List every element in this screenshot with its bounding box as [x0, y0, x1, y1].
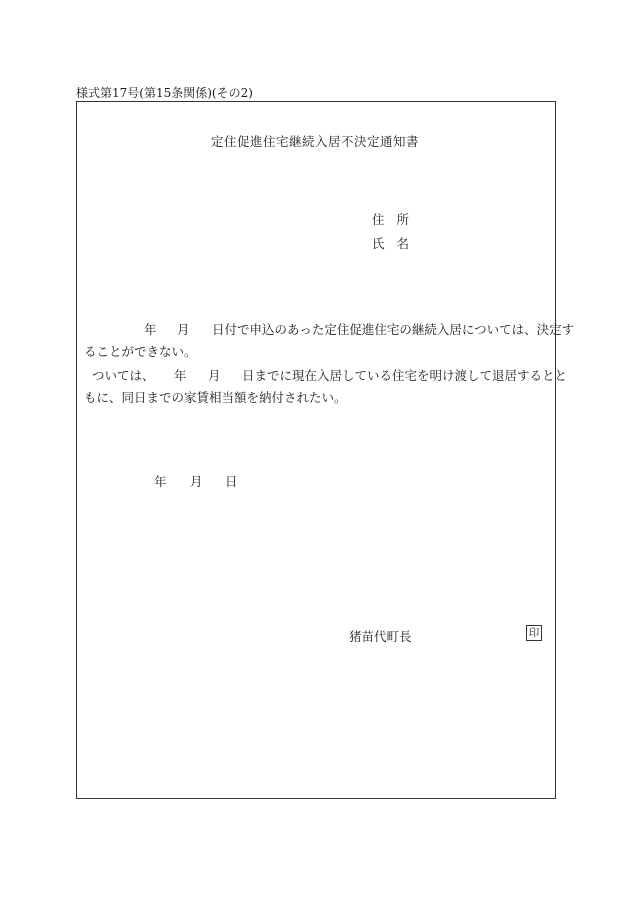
name-label-char-2: 名	[396, 236, 410, 251]
paragraph-1-month: 月	[177, 322, 190, 337]
document-frame	[76, 101, 556, 799]
address-label	[372, 210, 409, 228]
paragraph-2-start: ついては、	[92, 368, 155, 383]
issuer-name: 猪苗代町長	[349, 629, 412, 644]
paragraph-1-line-2: ることができない。	[84, 344, 197, 359]
address-label-char-1: 住	[372, 212, 385, 227]
date-day: 日	[225, 474, 238, 489]
paragraph-1-year: 年	[144, 322, 157, 337]
name-label	[372, 234, 409, 252]
paragraph-2-line-2: もに、同日までの家賃相当額を納付されたい。	[84, 390, 347, 405]
name-label-char-1: 氏	[372, 236, 385, 251]
paragraph-2-year: 年	[174, 368, 187, 383]
document-title: 定住促進住宅継続入居不決定通知書	[210, 134, 419, 149]
form-number: 様式第17号(第15条関係)(その2)	[76, 86, 253, 100]
paragraph-2-month: 月	[208, 368, 221, 383]
date-year: 年	[154, 474, 167, 489]
paragraph-1-line-1	[84, 320, 575, 337]
issue-date	[84, 472, 552, 488]
paragraph-2-text: 日までに現在入居している住宅を明け渡して退居するとと	[242, 368, 568, 383]
address-label-char-2: 所	[396, 212, 410, 227]
date-month: 月	[190, 474, 203, 489]
seal-mark: 印	[526, 625, 542, 641]
paragraph-2-line-1	[84, 366, 568, 383]
paragraph-1-text: 日付で申込のあった定住促進住宅の継続入居については、決定す	[212, 322, 575, 337]
